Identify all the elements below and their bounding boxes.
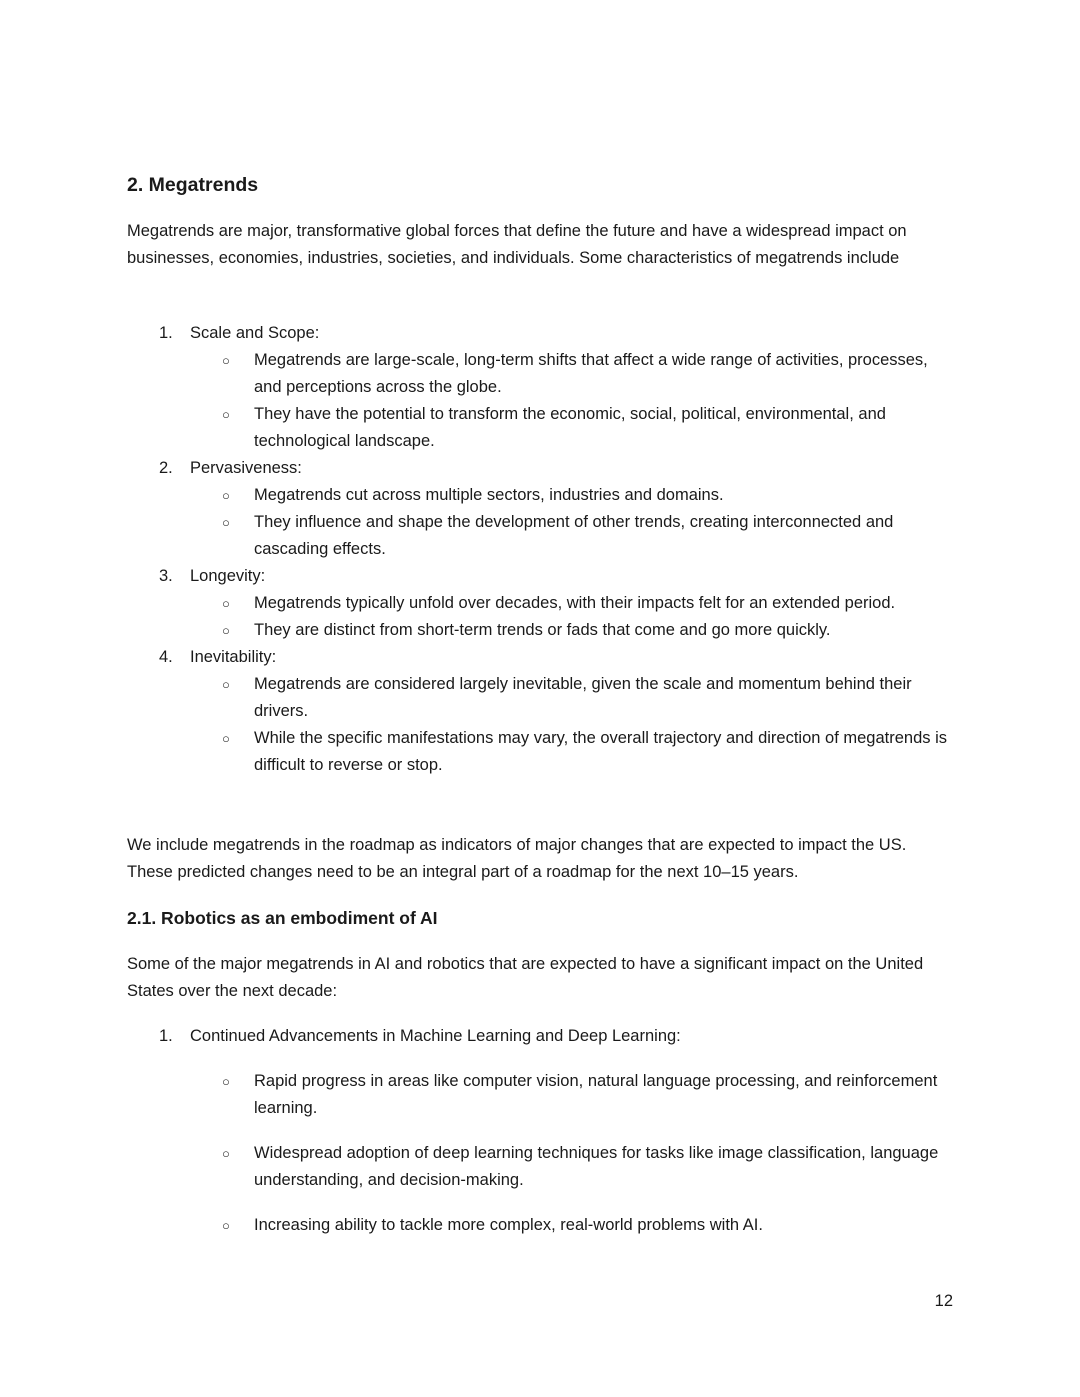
bullet-text: Increasing ability to tackle more complex, real-world problems with AI. (254, 1216, 763, 1234)
circle-bullet-icon: ○ (222, 731, 230, 746)
bullet-item (127, 1212, 957, 1239)
list-item (127, 455, 957, 482)
list-label: Inevitability: (190, 648, 277, 666)
list-number: 1. (159, 1027, 173, 1045)
bullet-item (127, 1068, 957, 1122)
list-item (127, 644, 957, 671)
bullet-text: Megatrends cut across multiple sectors, industries and domains. (254, 486, 724, 504)
bullet-item (127, 590, 957, 617)
list-label: Scale and Scope: (190, 324, 320, 342)
circle-bullet-icon: ○ (222, 488, 230, 503)
list-item (127, 320, 957, 347)
circle-bullet-icon: ○ (222, 515, 230, 530)
bullet-item (127, 1140, 957, 1194)
intro-paragraph: Megatrends are major, transformative global forces that define the future and have a widespread impact on businesses, economies, industries, societies, and individuals. Some characteristics of megatrends include (127, 222, 907, 267)
list-label: Continued Advancements in Machine Learning and Deep Learning: (190, 1027, 681, 1045)
list-label: Longevity: (190, 567, 266, 585)
roadmap-paragraph: We include megatrends in the roadmap as indicators of major changes that are expected to impact the US. These predicted changes need to be an integral part of a roadmap for the next 10–15 years. (127, 836, 907, 881)
list-item (127, 563, 957, 590)
list-label: Pervasiveness: (190, 459, 302, 477)
bullet-item (127, 509, 957, 563)
circle-bullet-icon: ○ (222, 1218, 230, 1233)
page-number: 12 (934, 1292, 953, 1310)
circle-bullet-icon: ○ (222, 1146, 230, 1161)
bullet-item (127, 725, 957, 779)
section-heading: 2. Megatrends (127, 174, 259, 196)
circle-bullet-icon: ○ (222, 1074, 230, 1089)
bullet-item (127, 617, 957, 644)
characteristics-list (127, 320, 957, 779)
bullet-text: While the specific manifestations may vary, the overall trajectory and direction of megatrends is difficult to reverse or stop. (254, 729, 947, 774)
circle-bullet-icon: ○ (222, 407, 230, 422)
bullet-item (127, 401, 957, 455)
bullet-text: Rapid progress in areas like computer vision, natural language processing, and reinforcement learning. (254, 1072, 938, 1117)
bullet-text: Megatrends typically unfold over decades, with their impacts felt for an extended period. (254, 594, 896, 612)
bullet-text: Megatrends are large-scale, long-term shifts that affect a wide range of activities, processes, and perceptions across the globe. (254, 351, 928, 396)
ai-trends-list (127, 1023, 957, 1239)
bullet-text: They influence and shape the development of other trends, creating interconnected and cascading effects. (254, 513, 894, 558)
list-number: 3. (159, 567, 173, 585)
list-number: 2. (159, 459, 173, 477)
bullet-item (127, 671, 957, 725)
bullet-text: They are distinct from short-term trends or fads that come and go more quickly. (254, 621, 831, 639)
bullet-item (127, 482, 957, 509)
circle-bullet-icon: ○ (222, 353, 230, 368)
bullet-text: Megatrends are considered largely inevitable, given the scale and momentum behind their drivers. (254, 675, 912, 720)
subsection-intro: Some of the major megatrends in AI and robotics that are expected to have a significant impact on the United States over the next decade: (127, 955, 924, 1000)
subsection-heading: 2.1. Robotics as an embodiment of AI (127, 908, 438, 928)
circle-bullet-icon: ○ (222, 623, 230, 638)
bullet-item (127, 347, 957, 401)
list-item (127, 1023, 957, 1050)
bullet-text: They have the potential to transform the economic, social, political, environmental, and technological landscape. (254, 405, 886, 450)
list-number: 4. (159, 648, 173, 666)
bullet-text: Widespread adoption of deep learning techniques for tasks like image classification, language understanding, and decision-making. (254, 1144, 939, 1189)
circle-bullet-icon: ○ (222, 677, 230, 692)
circle-bullet-icon: ○ (222, 596, 230, 611)
list-number: 1. (159, 324, 173, 342)
